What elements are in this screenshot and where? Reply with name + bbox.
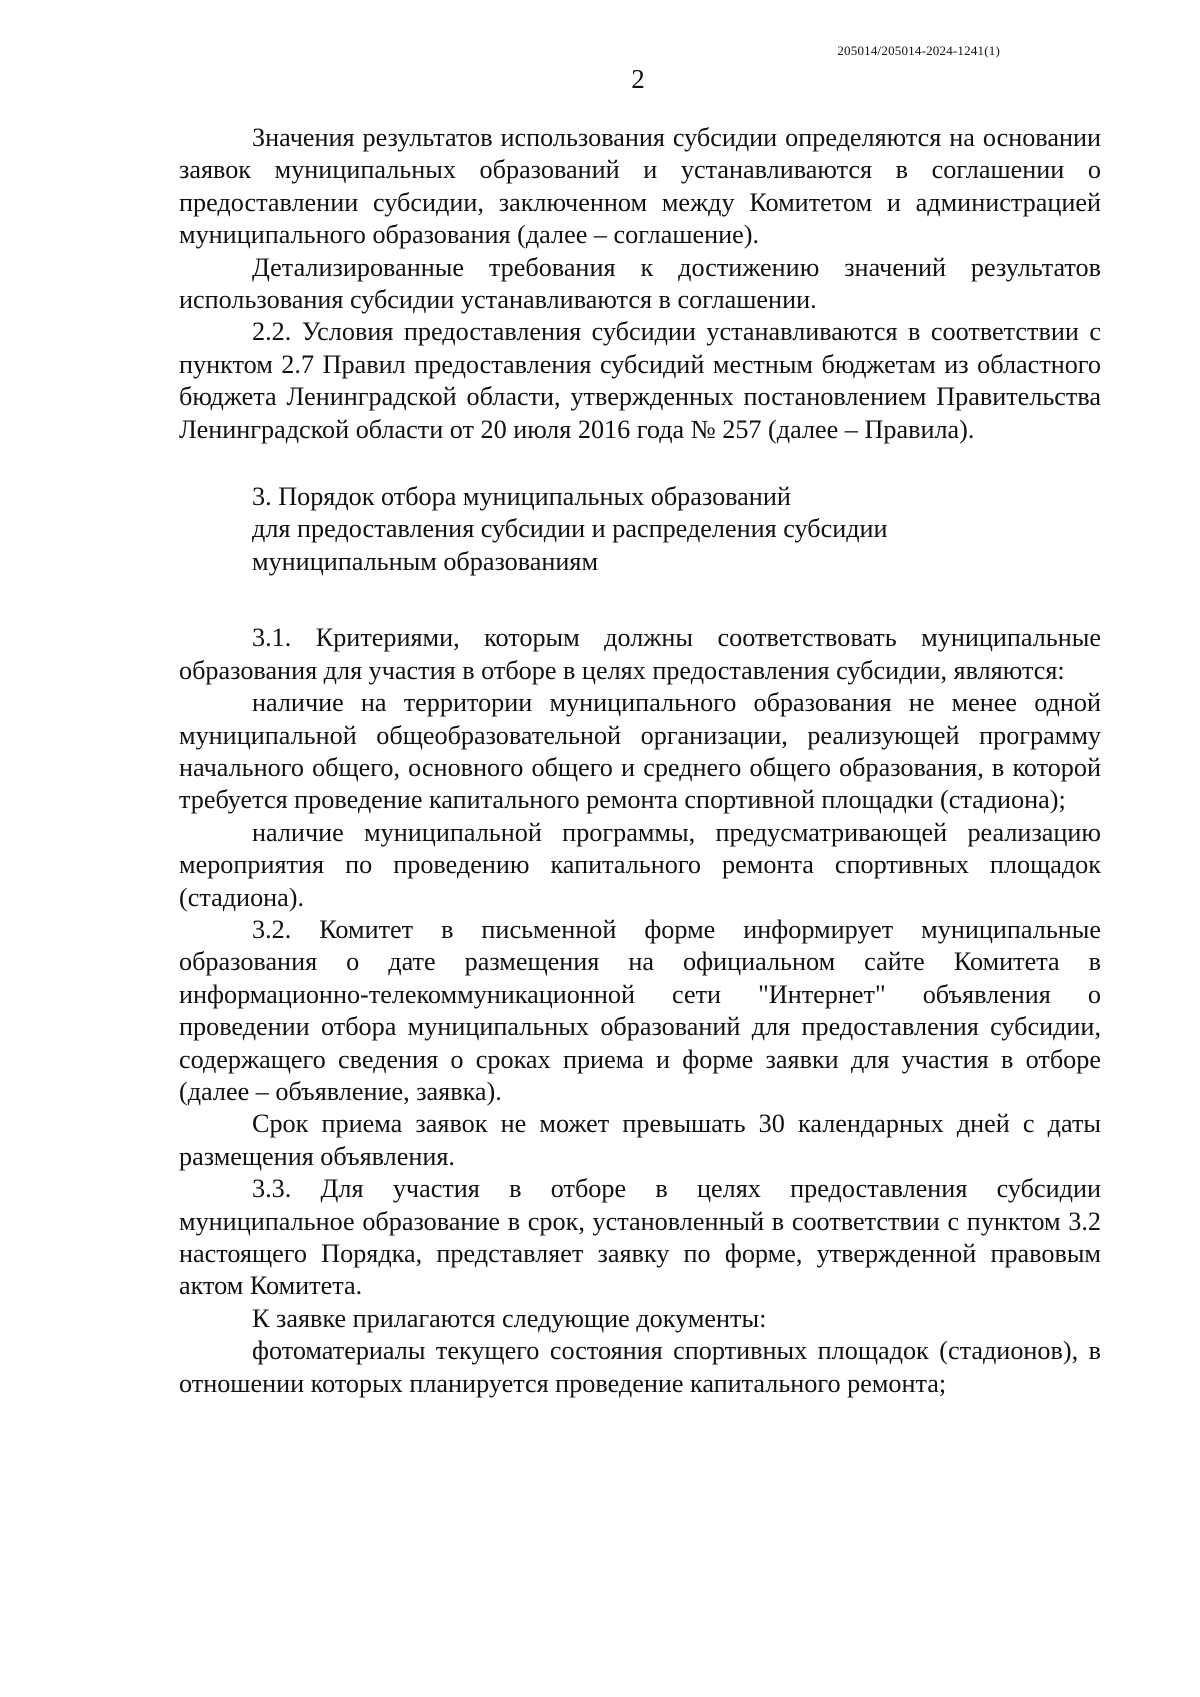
paragraph: 3.2. Комитет в письменной форме информирует муниципальные образования о дате размещения на официальном сайте Комитета в информационно-телекоммуникационной сети "Интернет" объявления о проведении отбора муниципальных образований для предоставления субсидии, содержащего сведения о сроках приема и форме заявки для участия в отборе (далее – объявление, заявка). [179,914,1101,1106]
paragraph: Детализированные требования к достижению значений результатов использования субсидии устанавливаются в соглашении. [179,252,1101,315]
document-body [179,122,1101,1400]
section-heading-text [179,481,1101,578]
paragraph: Срок приема заявок не может превышать 30 календарных дней с даты размещения объявления. [179,1109,1101,1171]
paragraph: 3.1. Критериями, которым должны соответствовать муниципальные образования для участия в отборе в целях предоставления субсидии, являются: [179,623,1101,685]
paragraph: фотоматериалы текущего состояния спортивных площадок (стадионов), в отношении которых планируется проведение капитального ремонта; [179,1336,1101,1398]
paragraph: наличие на территории муниципального образования не менее одной муниципальной общеобразовательной организации, реализующей программу начального общего, основного общего и среднего общего образования, в которой требуется проведение капитального ремонта спортивной площадки (стадиона); [179,688,1101,815]
paragraph: наличие муниципальной программы, предусматривающей реализацию мероприятия по проведению капитального ремонта спортивных площадок (стадиона). [179,817,1101,912]
paragraph: 3.3. Для участия в отборе в целях предоставления субсидии муниципальное образование в срок, установленный в соответствии с пунктом 3.2 настоящего Порядка, представляет заявку по форме, утвержденной правовым актом Комитета. [179,1174,1101,1301]
page-number: 2 [631,64,645,94]
paragraph: К заявке прилагаются следующие документы: [252,1303,767,1333]
paragraph: Значения результатов использования субсидии определяются на основании заявок муниципальных образований и устанавливаются в соглашении о предоставлении субсидии, заключенном между Комитетом и администрацией муниципального образования (далее – соглашение). [179,123,1101,250]
paragraph: 2.2. Условия предоставления субсидии устанавливаются в соответствии с пунктом 2.7 Правил предоставления субсидий местным бюджетам из областного бюджета Ленинградской области, утвержденных постановлением Правительства Ленинградской области от 20 июля 2016 года № 257 (далее – Правила). [179,317,1101,444]
section-heading-line: 3. Порядок отбора муниципальных образований [252,482,791,512]
section-heading [179,481,1101,578]
section-heading-line: для предоставления субсидии и распределения субсидии [252,514,888,544]
document-id: 205014/205014-2024-1241(1) [837,43,1000,58]
section-heading-line: муниципальным образованиям [252,546,599,576]
